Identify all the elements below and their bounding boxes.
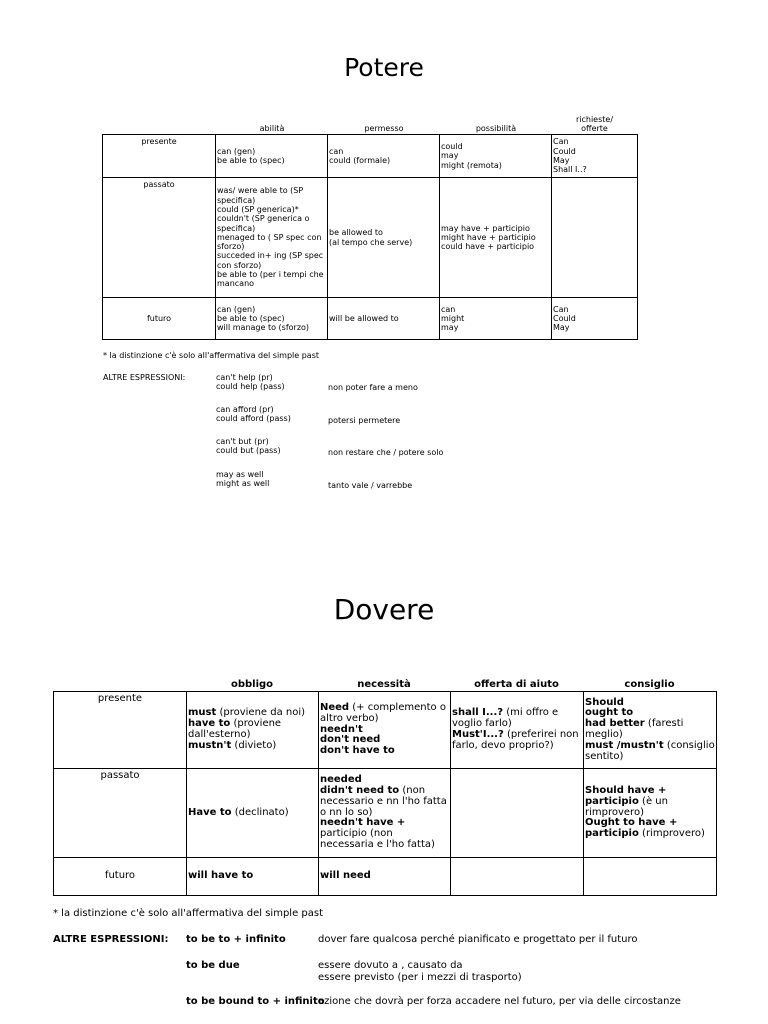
- altre-expr: to be bound to + infinito: [186, 996, 325, 1007]
- cell-permesso: will be allowed to: [328, 298, 440, 340]
- cell-necessita: will need: [319, 858, 451, 896]
- row-label: futuro: [54, 858, 187, 896]
- cell-richieste: Can Could May Shall I..?: [552, 135, 638, 178]
- cell-offerta: [451, 858, 584, 896]
- cell-abilita: can (gen) be able to (spec) will manage to (sforzo): [216, 298, 328, 340]
- potere-table: [102, 134, 638, 340]
- table-row: [54, 858, 717, 896]
- cell-necessita: Need (+ complemento o altro verbo) needn't don't need don't have to: [319, 692, 451, 769]
- cell-obbligo: must (proviene da noi) have to (proviene dall'esterno) mustn't (divieto): [187, 692, 319, 769]
- header-necessita: necessità: [357, 679, 411, 690]
- header-richieste-offerte: richieste/ offerte: [575, 115, 614, 134]
- cell-necessita: needed didn't need to (non necessario e nn l'ho fatta o nn lo so) needn't have + participio (non necessaria e l'ho fatta): [319, 769, 451, 858]
- header-abilita: abilità: [259, 124, 285, 133]
- altre-expr: can't but (pr) could but (pass): [216, 437, 281, 456]
- altre-meaning: azione che dovrà per forza accadere nel futuro, per via delle circostanze: [318, 996, 681, 1007]
- cell-obbligo: Have to (declinato): [187, 769, 319, 858]
- altre-meaning: tanto vale / varrebbe: [328, 481, 413, 490]
- table-row: [103, 135, 638, 178]
- row-label: futuro: [103, 298, 216, 340]
- header-offerta: offerta di aiuto: [474, 679, 559, 690]
- cell-consiglio: [584, 858, 717, 896]
- altre-expr: can afford (pr) could afford (pass): [216, 405, 291, 424]
- cell-possibilita: may have + participio might have + participio could have + participio: [440, 178, 552, 298]
- cell-offerta: shall I...? (mi offro e voglio farlo) Must'I...? (preferirei non farlo, devo proprio?): [451, 692, 584, 769]
- header-consiglio: consiglio: [624, 679, 675, 690]
- cell-abilita: was/ were able to (SP specifica) could (SP generica)* couldn't (SP generica o specifica) menaged to ( SP spec con sforzo) succeded in+ ing (SP spec con sforzo) be able to (per i tempi che mancano: [216, 178, 328, 298]
- altre-expr: to be to + infinito: [186, 934, 286, 945]
- cell-richieste: Can Could May: [552, 298, 638, 340]
- header-permesso: permesso: [364, 124, 404, 133]
- row-label: presente: [54, 692, 187, 769]
- row-label: passato: [103, 178, 216, 298]
- cell-consiglio: Should ought to had better (faresti meglio) must /mustn't (consiglio sentito): [584, 692, 717, 769]
- potere-title: Potere: [344, 53, 424, 82]
- table-row: [103, 178, 638, 298]
- altre-meaning: dover fare qualcosa perché pianificato e progettato per il futuro: [318, 934, 638, 945]
- row-label: presente: [103, 135, 216, 178]
- cell-consiglio: Should have + participio (è un rimprovero) Ought to have + participio (rimprovero): [584, 769, 717, 858]
- altre-meaning: non poter fare a meno: [328, 383, 418, 392]
- dovere-title: Dovere: [333, 593, 435, 626]
- header-obbligo: obbligo: [230, 679, 274, 690]
- potere-altre-label: ALTRE ESPRESSIONI:: [103, 373, 186, 382]
- dovere-altre-label: ALTRE ESPRESSIONI:: [53, 934, 169, 945]
- cell-possibilita: can might may: [440, 298, 552, 340]
- table-row: [54, 692, 717, 769]
- potere-footnote: * la distinzione c'è solo all'affermativa del simple past: [103, 351, 320, 360]
- row-label: passato: [54, 769, 187, 858]
- altre-meaning: potersi permetere: [328, 416, 401, 425]
- table-row: [103, 298, 638, 340]
- altre-meaning: essere dovuto a , causato da essere previsto (per i mezzi di trasporto): [318, 960, 522, 983]
- cell-obbligo: will have to: [187, 858, 319, 896]
- dovere-footnote: * la distinzione c'è solo all'affermativa del simple past: [53, 908, 324, 919]
- altre-expr: can't help (pr) could help (pass): [216, 373, 285, 392]
- cell-permesso: can could (formale): [328, 135, 440, 178]
- table-row: [54, 769, 717, 858]
- cell-richieste: [552, 178, 638, 298]
- cell-permesso: be allowed to (al tempo che serve): [328, 178, 440, 298]
- altre-expr: may as well might as well: [216, 470, 270, 489]
- altre-meaning: non restare che / potere solo: [328, 448, 444, 457]
- cell-offerta: [451, 769, 584, 858]
- dovere-table: [53, 691, 717, 896]
- cell-possibilita: could may might (remota): [440, 135, 552, 178]
- header-possibilita: possibilità: [475, 124, 517, 133]
- altre-expr: to be due: [186, 960, 240, 971]
- cell-abilita: can (gen) be able to (spec): [216, 135, 328, 178]
